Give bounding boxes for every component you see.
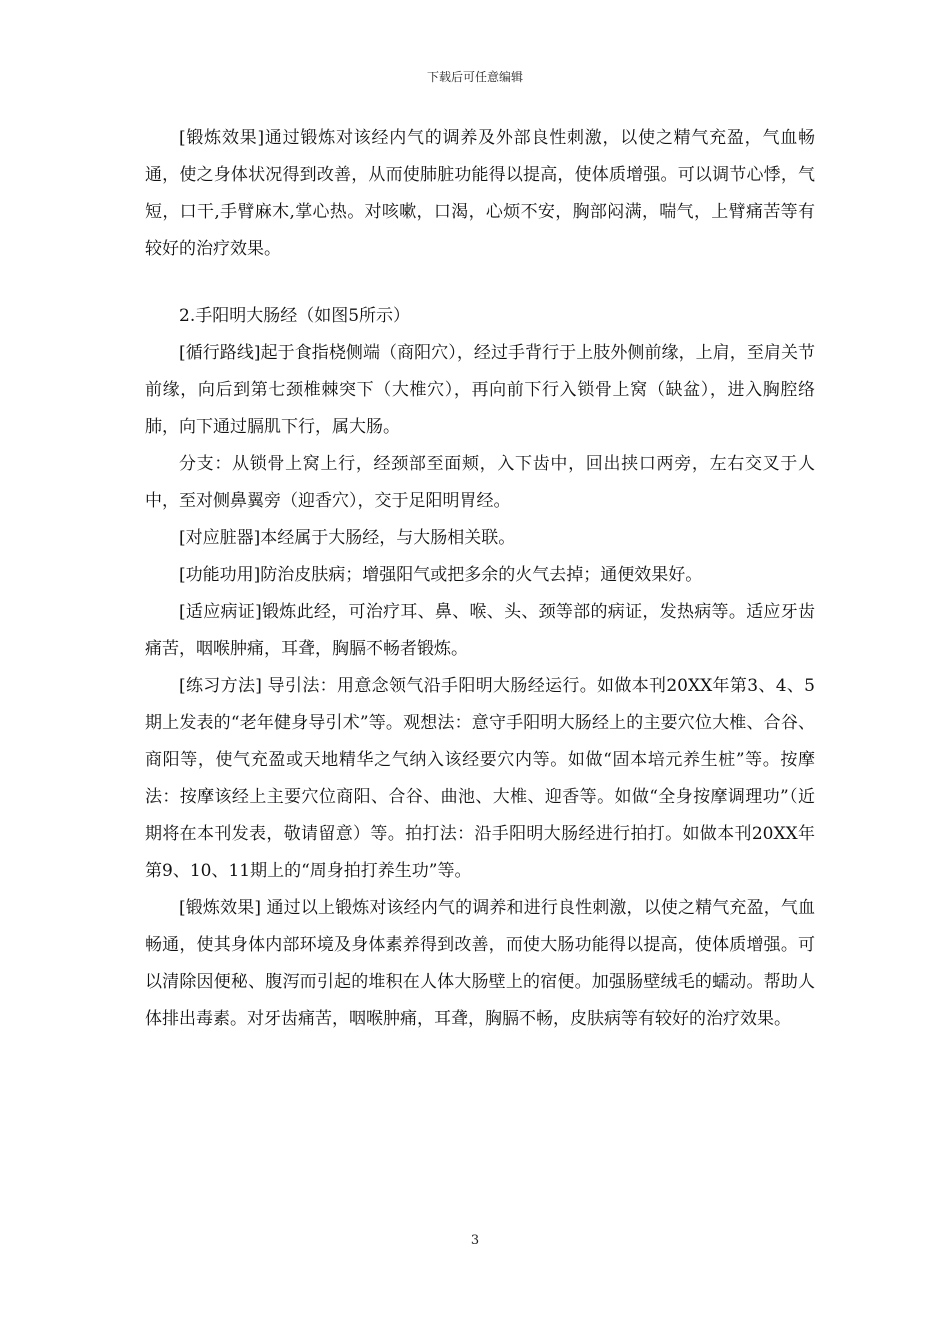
paragraph-corresponding-organ: [对应脏器]本经属于大肠经，与大肠相关联。 bbox=[179, 528, 516, 548]
page-number: 3 bbox=[470, 1233, 480, 1248]
paragraph-circulation-route: [循行路线]起于食指桡侧端（商阳穴），经过手背行于上肢外侧前缘，上肩，至肩关节前缘，向后到第七颈椎棘突下（大椎穴），再向前下行入锁骨上窝（缺盆），进入胸腔络肺，向下通过膈肌下行，属大肠。 bbox=[145, 343, 815, 437]
section-spacer bbox=[145, 268, 815, 298]
paragraph-branch: 分支：从锁骨上窝上行，经颈部至面颊，入下齿中，回出挟口两旁，左右交叉于人中，至对侧鼻翼旁（迎香穴），交于足阳明胃经。 bbox=[145, 454, 815, 511]
paragraph-exercise-effect-lung: [锻炼效果]通过锻炼对该经内气的调养及外部良性刺激，以使之精气充盈，气血畅通，使之身体状况得到改善，从而使肺脏功能得以提高，使体质增强。可以调节心悸，气短，口干,手臂麻木,掌心热。对咳嗽，口渴，心烦不安，胸部闷满，喘气，上臂痛苦等有较好的治疗效果。 bbox=[145, 128, 815, 259]
page-header: 下载后可任意编辑 bbox=[426, 70, 523, 84]
paragraph-practice-method: [练习方法] 导引法：用意念领气沿手阳明大肠经运行。如做本刊20XX年第3、4、5期上发表的“老年健身导引术”等。观想法：意守手阳明大肠经上的主要穴位大椎、合谷、商阳等，使气充盈或天地精华之气纳入该经要穴内等。如做“固本培元养生桩”等。按摩法：按摩该经上主要穴位商阳、合谷、曲池、大椎、迎香等。如做“全身按摩调理功”（近期将在本刊发表，敬请留意）等。拍打法：沿手阳明大肠经进行拍打。如做本刊20XX年第9、10、11期上的“周身拍打养生功”等。 bbox=[145, 676, 815, 881]
paragraph-function: [功能功用]防治皮肤病；增强阳气或把多余的火气去掉；通便效果好。 bbox=[179, 565, 703, 585]
paragraph-exercise-effect-large-intestine: [锻炼效果] 通过以上锻炼对该经内气的调养和进行良性刺激，以使之精气充盈，气血畅通，使其身体内部环境及身体素养得到改善，而使大肠功能得以提高，使体质增强。可以清除因便秘、腹泻而引起的堆积在人体大肠壁上的宿便。加强肠壁绒毛的蠕动。帮助人体排出毒素。对牙齿痛苦，咽喉肿痛，耳聋，胸膈不畅，皮肤病等有较好的治疗效果。 bbox=[145, 898, 815, 1029]
document-body bbox=[145, 120, 815, 1038]
section-heading-large-intestine: 2.手阳明大肠经（如图5所示） bbox=[179, 306, 411, 326]
paragraph-indications: [适应病证]锻炼此经，可治疗耳、鼻、喉、头、颈等部的病证，发热病等。适应牙齿痛苦，咽喉肿痛，耳聋，胸膈不畅者锻炼。 bbox=[145, 602, 815, 659]
